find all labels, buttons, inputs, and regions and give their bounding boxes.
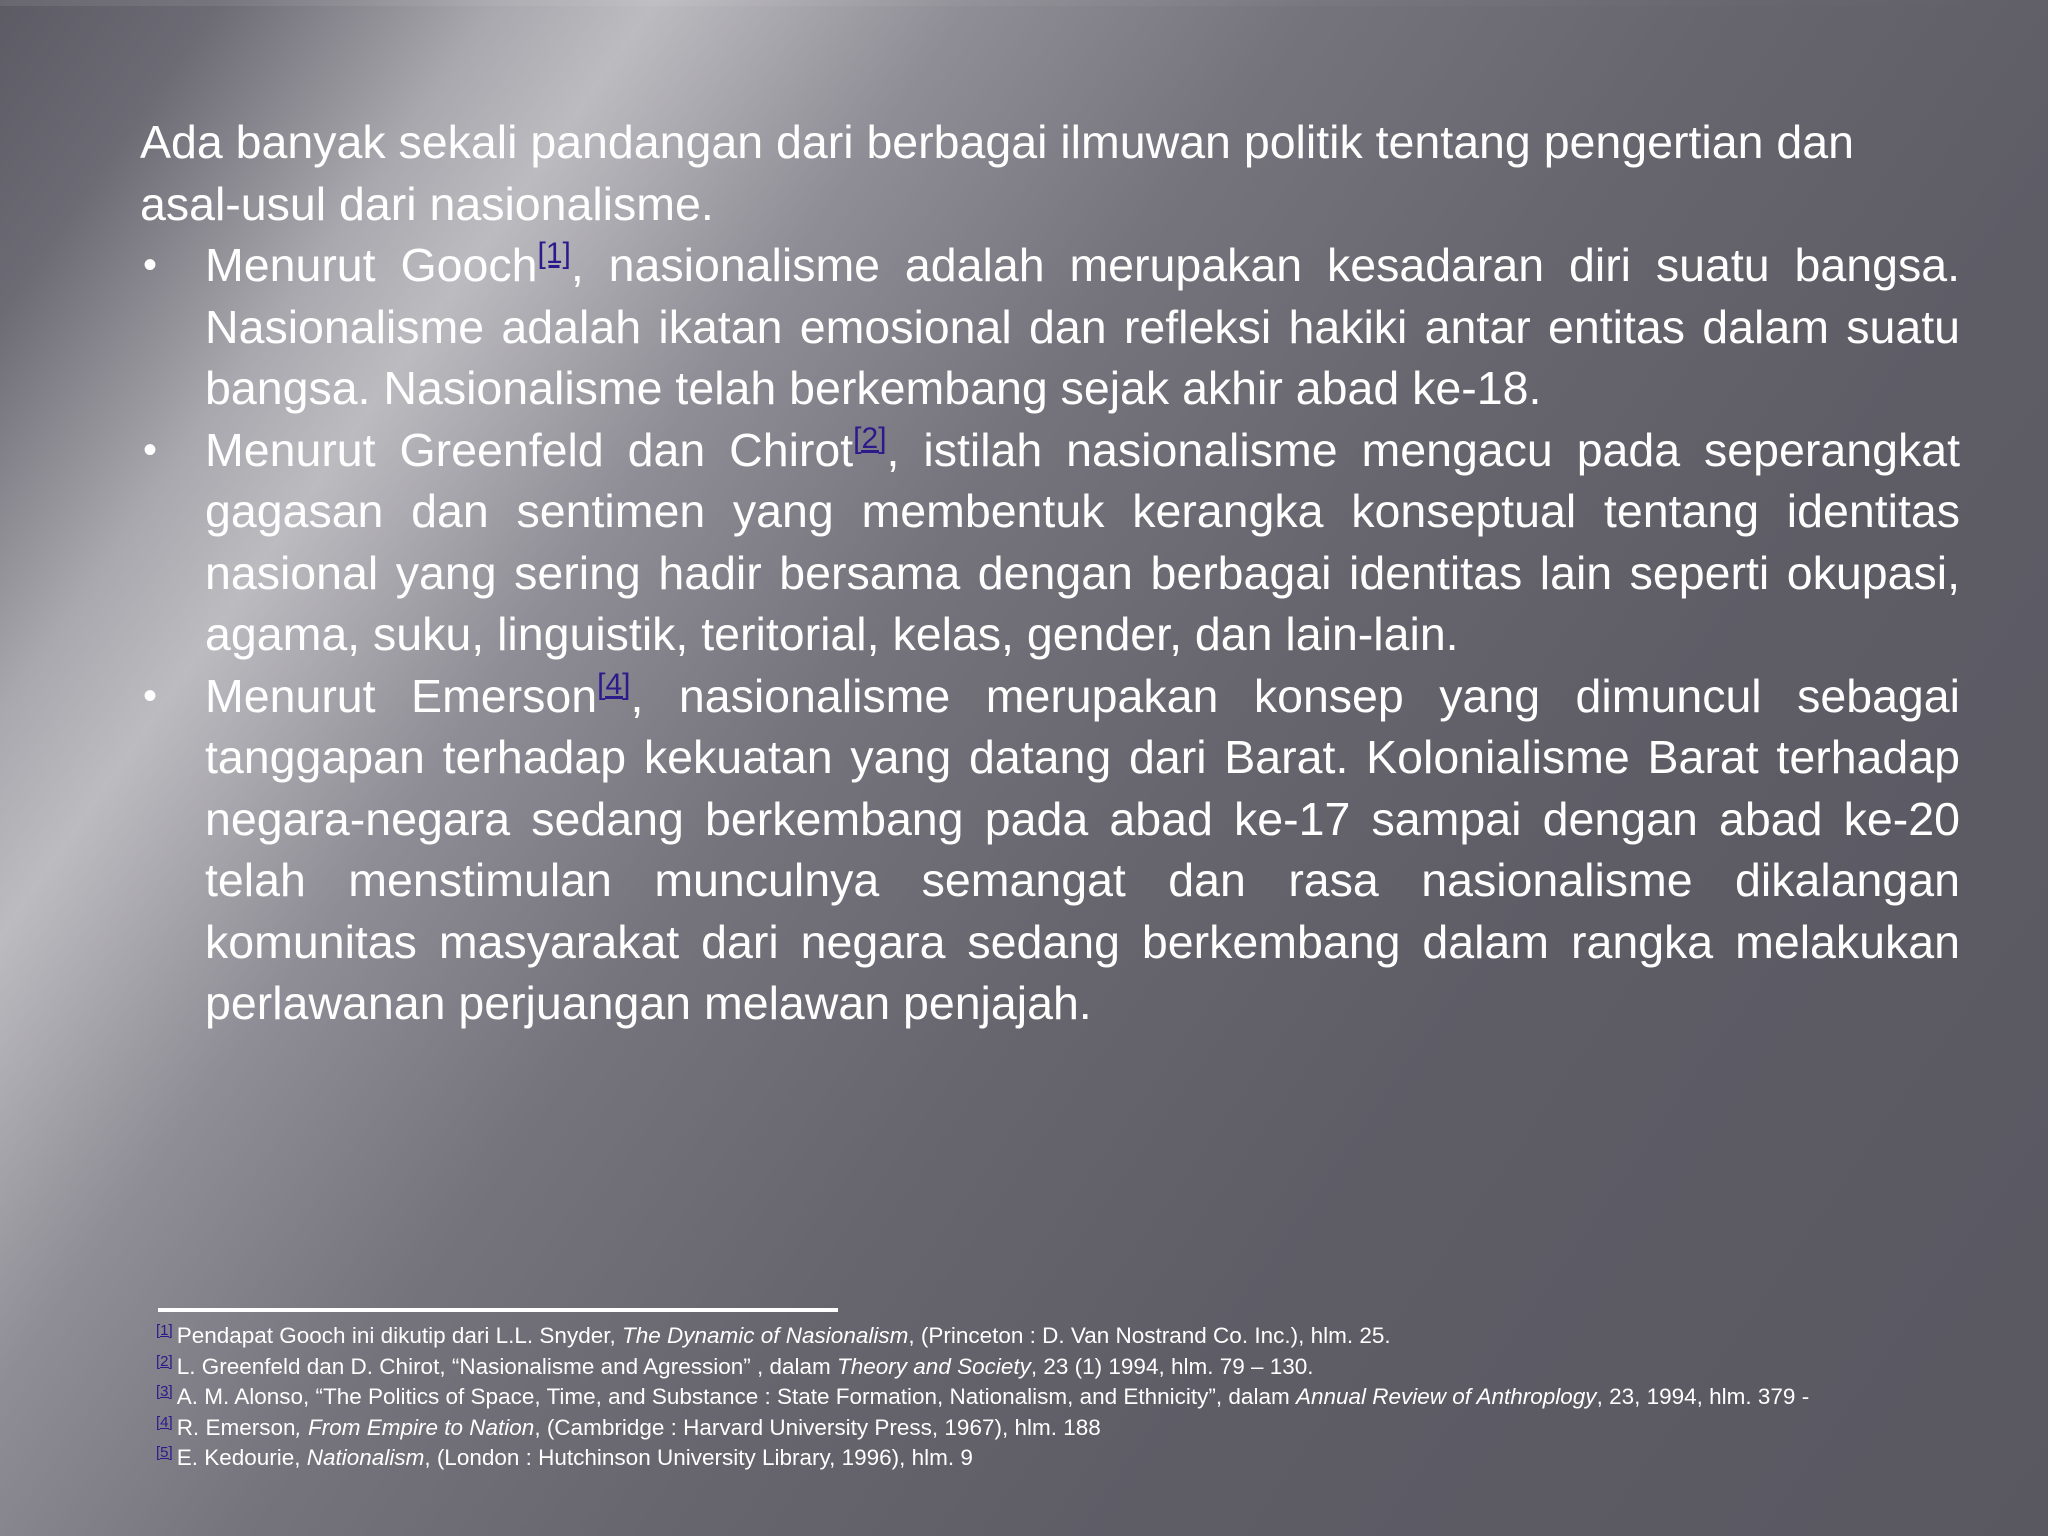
bullet-text: , nasionalisme adalah merupakan kesadaran diri suatu bangsa. Nasionalisme adalah ikatan emosional dan refleksi hakiki antar entitas dalam suatu bangsa. Nasionalisme telah berkembang sejak akhir abad ke-18. — [205, 239, 1961, 414]
footnote-anchor-2[interactable]: [2] — [156, 1352, 173, 1370]
bullet-item-gooch — [140, 235, 1960, 420]
footnote-title: Theory and Society — [837, 1353, 1031, 1379]
intro-paragraph: Ada banyak sekali pandangan dari berbagai ilmuwan politik tentang pengertian dan asal-usul dari nasionalisme. — [140, 116, 1854, 230]
footnotes — [156, 1321, 2048, 1474]
footnote-text: A. M. Alonso, “The Politics of Space, Time, and Substance : State Formation, Nationalism, and Ethnicity”, dalam — [176, 1384, 1296, 1409]
footnote-3 — [156, 1382, 2048, 1413]
footnote-text: R. Emerson — [176, 1414, 296, 1440]
bullet-text: , istilah nasionalisme mengacu pada seperangkat gagasan dan sentimen yang membentuk kerangka konseptual tentang identitas nasional yang sering hadir bersama dengan berbagai identitas lain seperti okupasi, agama, suku, linguistik, teritorial, kelas, gender, dan lain-lain. — [205, 423, 1960, 660]
footnote-anchor-5[interactable]: [5] — [156, 1444, 173, 1461]
footnote-text: E. Kedourie, — [176, 1445, 307, 1470]
footnote-1 — [156, 1321, 2048, 1352]
footnote-title: Nationalism — [306, 1445, 425, 1470]
footnote-text: , 23 (1) 1994, hlm. 79 – 130. — [1030, 1353, 1314, 1379]
footnote-link-1[interactable]: [1] — [537, 237, 571, 270]
footnote-anchor-4[interactable]: [4] — [156, 1413, 173, 1431]
footnote-link-2[interactable]: [2] — [853, 421, 887, 455]
footnote-5 — [156, 1443, 2048, 1474]
top-edge-highlight — [0, 0, 2048, 6]
footnote-separator — [158, 1308, 838, 1312]
footnote-title: The Dynamic of Nasionalism — [621, 1323, 909, 1348]
footnote-text: Pendapat Gooch ini dikutip dari L.L. Snyder, — [176, 1323, 622, 1348]
bullet-list — [140, 235, 1960, 1035]
bullet-item-greenfeld-chirot — [140, 420, 1960, 666]
slide-content — [140, 112, 1960, 1035]
bullet-lead: Menurut Greenfeld dan Chirot — [205, 423, 854, 476]
footnote-4 — [156, 1413, 2048, 1444]
footnote-2 — [156, 1352, 2048, 1383]
bullet-icon: • — [143, 673, 158, 718]
footnote-title: , From Empire to Nation — [295, 1414, 535, 1440]
footnote-text: , (London : Hutchinson University Library, 1996), hlm. 9 — [424, 1445, 973, 1470]
footnote-link-4[interactable]: [4] — [597, 667, 631, 701]
footnote-title: Annual Review of Anthroplogy — [1295, 1384, 1597, 1409]
bullet-text: , nasionalisme merupakan konsep yang dimuncul sebagai tanggapan terhadap kekuatan yang datang dari Barat. Kolonialisme Barat terhadap negara-negara sedang berkembang pada abad ke-17 sampai dengan abad ke-20 telah menstimulan munculnya semangat dan rasa nasionalisme dikalangan komunitas masyarakat dari negara sedang berkembang dalam rangka melakukan perlawanan perjuangan melawan penjajah. — [205, 669, 1960, 1029]
footnote-text: , 23, 1994, hlm. 379 - — [1596, 1384, 1810, 1409]
bullet-icon: • — [143, 427, 158, 472]
bullet-lead: Menurut Emerson — [205, 669, 598, 722]
bullet-icon: • — [143, 243, 158, 287]
footnote-text: , (Princeton : D. Van Nostrand Co. Inc.), hlm. 25. — [908, 1323, 1391, 1348]
footnote-text: L. Greenfeld dan D. Chirot, “Nasionalisme and Agression” , dalam — [176, 1353, 838, 1379]
footnote-text: , (Cambridge : Harvard University Press, 1967), hlm. 188 — [534, 1414, 1101, 1440]
footnote-anchor-3[interactable]: [3] — [156, 1383, 173, 1400]
bullet-lead: Menurut Gooch — [205, 239, 538, 291]
footnote-anchor-1[interactable]: [1] — [156, 1322, 173, 1339]
bullet-item-emerson — [140, 666, 1960, 1035]
